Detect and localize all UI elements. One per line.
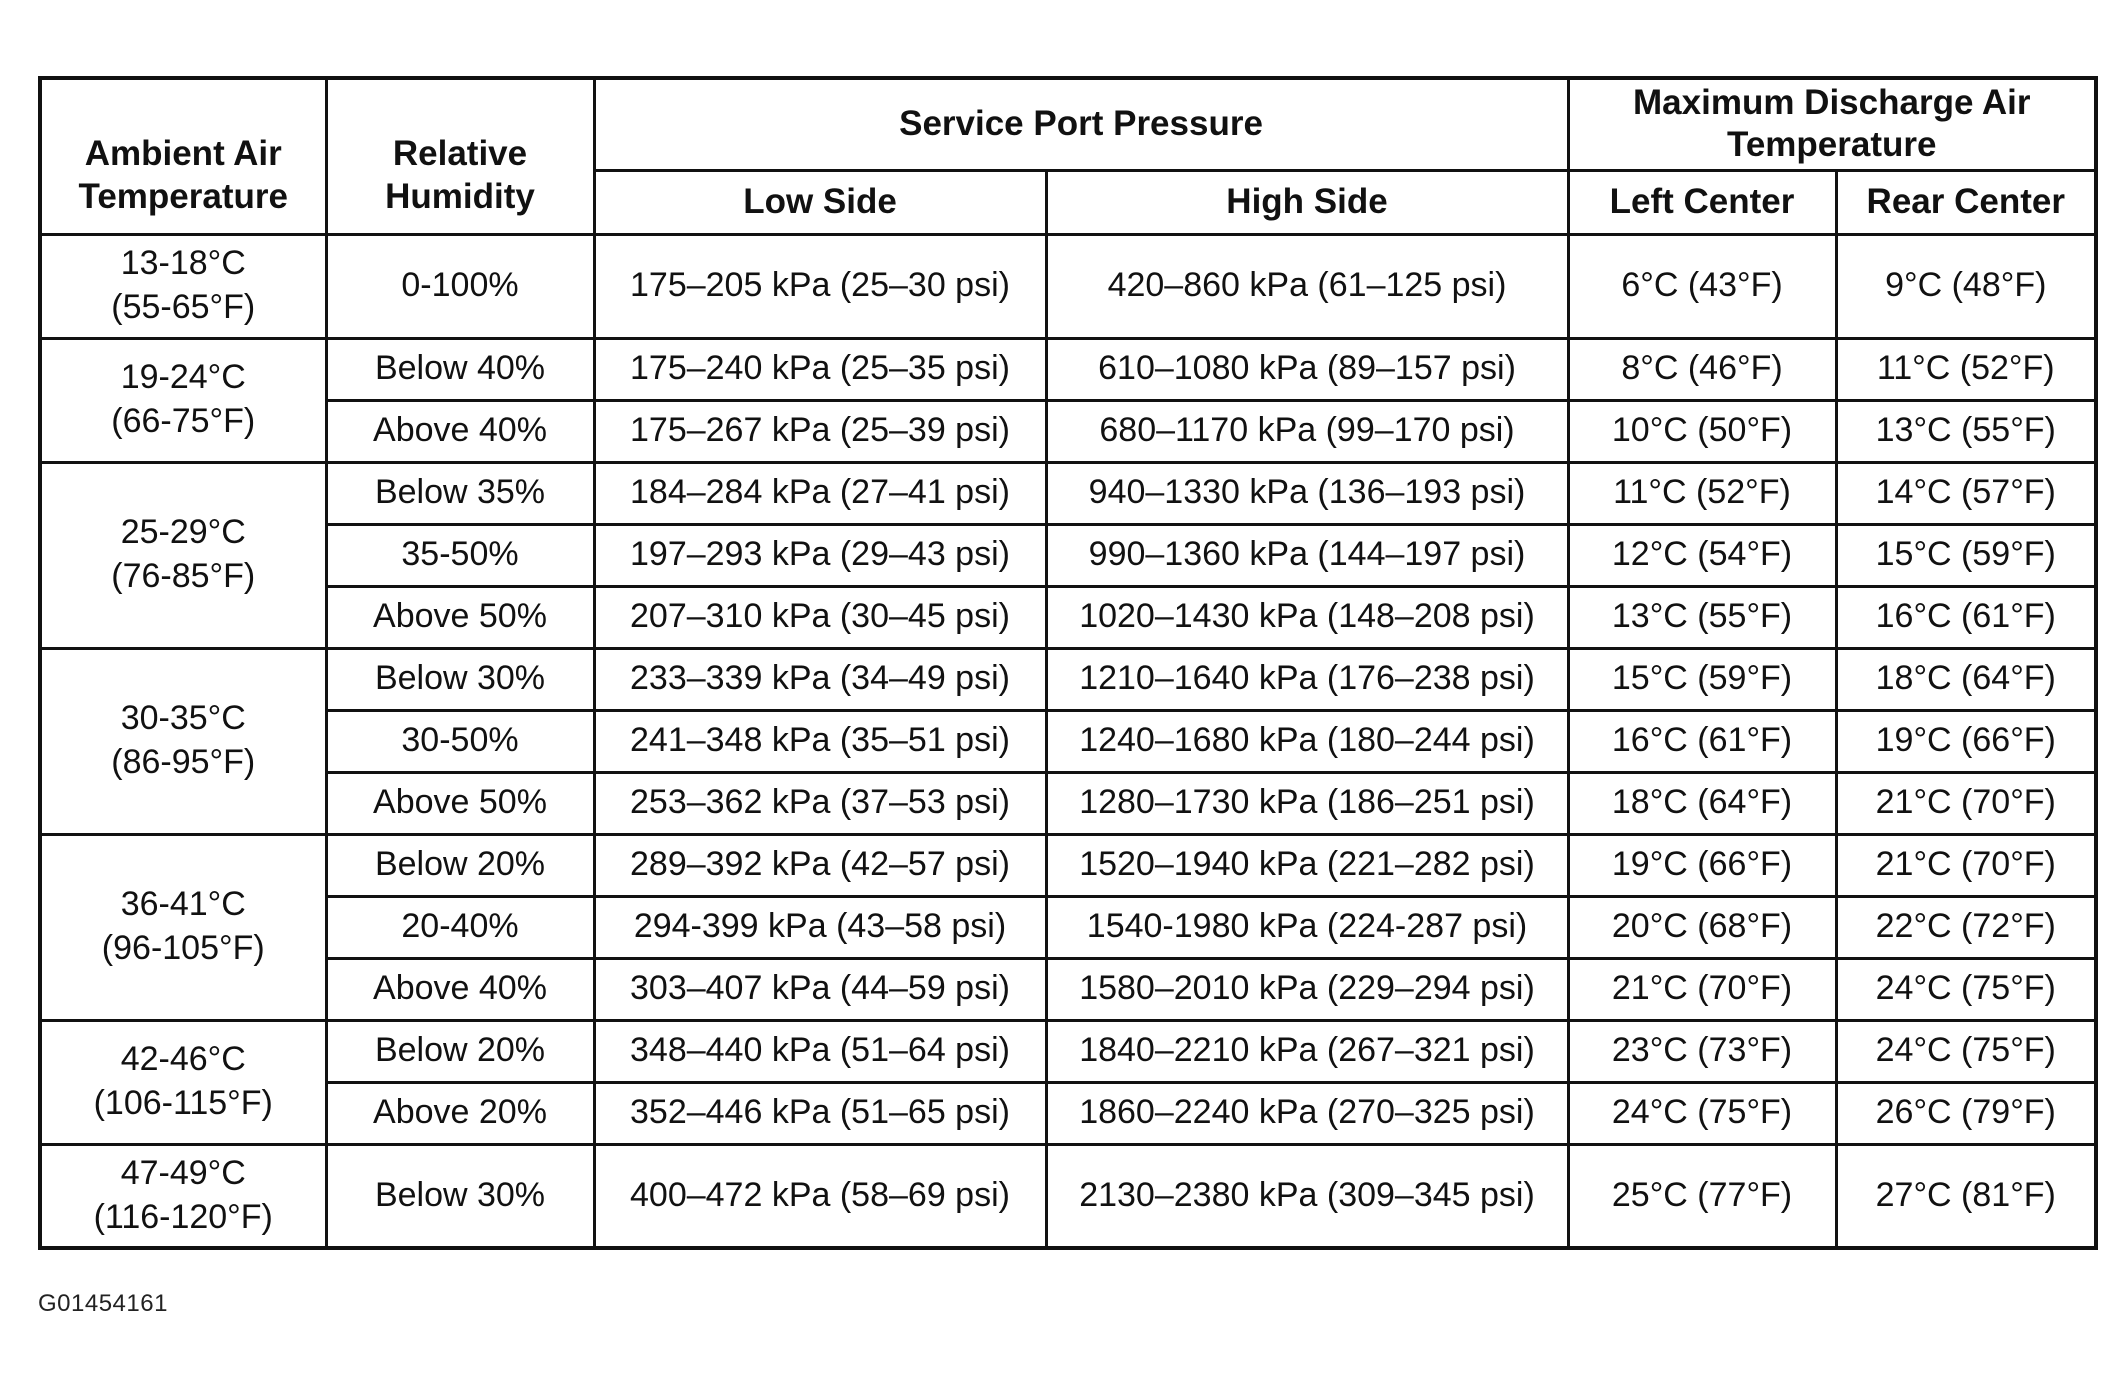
- table-body: [40, 234, 2096, 1248]
- header-service-port-pressure: Service Port Pressure: [594, 78, 1568, 170]
- left-center-temp-cell: 6°C (43°F): [1568, 234, 1836, 338]
- table-row: [40, 234, 2096, 338]
- left-center-temp-cell: 10°C (50°F): [1568, 400, 1836, 462]
- pressure-temperature-table: [38, 76, 2098, 1250]
- header-low-side: Low Side: [594, 170, 1046, 234]
- table-row: [40, 338, 2096, 400]
- humidity-cell: Above 50%: [326, 772, 594, 834]
- humidity-cell: Above 40%: [326, 400, 594, 462]
- humidity-cell: Below 40%: [326, 338, 594, 400]
- table-row: [40, 400, 2096, 462]
- ambient-temperature-cell: [40, 462, 326, 648]
- ambient-celsius: 47-49°C: [120, 1154, 246, 1193]
- low-side-pressure-cell: 184–284 kPa (27–41 psi): [594, 462, 1046, 524]
- ambient-celsius: 25-29°C: [120, 513, 246, 552]
- left-center-temp-cell: 12°C (54°F): [1568, 524, 1836, 586]
- left-center-temp-cell: 23°C (73°F): [1568, 1020, 1836, 1082]
- low-side-pressure-cell: 175–240 kPa (25–35 psi): [594, 338, 1046, 400]
- left-center-temp-cell: 21°C (70°F): [1568, 958, 1836, 1020]
- low-side-pressure-cell: 207–310 kPa (30–45 psi): [594, 586, 1046, 648]
- left-center-temp-cell: 20°C (68°F): [1568, 896, 1836, 958]
- ambient-fahrenheit: (96-105°F): [101, 929, 265, 967]
- ambient-celsius: 36-41°C: [120, 885, 246, 924]
- table-row: [40, 1020, 2096, 1082]
- header-high-side: High Side: [1046, 170, 1568, 234]
- high-side-pressure-cell: 1240–1680 kPa (180–244 psi): [1046, 710, 1568, 772]
- left-center-temp-cell: 11°C (52°F): [1568, 462, 1836, 524]
- rear-center-temp-cell: 15°C (59°F): [1836, 524, 2096, 586]
- low-side-pressure-cell: 303–407 kPa (44–59 psi): [594, 958, 1046, 1020]
- ambient-fahrenheit: (55-65°F): [111, 288, 256, 326]
- table-row: [40, 710, 2096, 772]
- rear-center-temp-cell: 24°C (75°F): [1836, 1020, 2096, 1082]
- table-row: [40, 524, 2096, 586]
- table-row: [40, 896, 2096, 958]
- ambient-fahrenheit: (86-95°F): [111, 743, 256, 781]
- low-side-pressure-cell: 400–472 kPa (58–69 psi): [594, 1144, 1046, 1248]
- rear-center-temp-cell: 9°C (48°F): [1836, 234, 2096, 338]
- table-row: [40, 1144, 2096, 1248]
- high-side-pressure-cell: 1860–2240 kPa (270–325 psi): [1046, 1082, 1568, 1144]
- high-side-pressure-cell: 1580–2010 kPa (229–294 psi): [1046, 958, 1568, 1020]
- high-side-pressure-cell: 1020–1430 kPa (148–208 psi): [1046, 586, 1568, 648]
- rear-center-temp-cell: 18°C (64°F): [1836, 648, 2096, 710]
- ambient-fahrenheit: (66-75°F): [111, 402, 256, 440]
- rear-center-temp-cell: 27°C (81°F): [1836, 1144, 2096, 1248]
- humidity-cell: 0-100%: [326, 234, 594, 338]
- left-center-temp-cell: 24°C (75°F): [1568, 1082, 1836, 1144]
- rear-center-temp-cell: 21°C (70°F): [1836, 834, 2096, 896]
- humidity-cell: Below 20%: [326, 1020, 594, 1082]
- left-center-temp-cell: 13°C (55°F): [1568, 586, 1836, 648]
- humidity-cell: Below 35%: [326, 462, 594, 524]
- table-row: [40, 834, 2096, 896]
- humidity-cell: Above 40%: [326, 958, 594, 1020]
- high-side-pressure-cell: 1520–1940 kPa (221–282 psi): [1046, 834, 1568, 896]
- low-side-pressure-cell: 253–362 kPa (37–53 psi): [594, 772, 1046, 834]
- high-side-pressure-cell: 940–1330 kPa (136–193 psi): [1046, 462, 1568, 524]
- rear-center-temp-cell: 21°C (70°F): [1836, 772, 2096, 834]
- table-row: [40, 1082, 2096, 1144]
- left-center-temp-cell: 16°C (61°F): [1568, 710, 1836, 772]
- low-side-pressure-cell: 294-399 kPa (43–58 psi): [594, 896, 1046, 958]
- low-side-pressure-cell: 352–446 kPa (51–65 psi): [594, 1082, 1046, 1144]
- rear-center-temp-cell: 14°C (57°F): [1836, 462, 2096, 524]
- low-side-pressure-cell: 197–293 kPa (29–43 psi): [594, 524, 1046, 586]
- low-side-pressure-cell: 233–339 kPa (34–49 psi): [594, 648, 1046, 710]
- ambient-temperature-cell: [40, 234, 326, 338]
- header-rear-center: Rear Center: [1836, 170, 2096, 234]
- ambient-celsius: 42-46°C: [120, 1040, 246, 1079]
- table-row: [40, 772, 2096, 834]
- table-row: [40, 648, 2096, 710]
- header-left-center: Left Center: [1568, 170, 1836, 234]
- low-side-pressure-cell: 175–205 kPa (25–30 psi): [594, 234, 1046, 338]
- high-side-pressure-cell: 1210–1640 kPa (176–238 psi): [1046, 648, 1568, 710]
- ambient-fahrenheit: (116-120°F): [93, 1197, 273, 1236]
- ambient-celsius: 19-24°C: [120, 358, 246, 397]
- high-side-pressure-cell: 1540-1980 kPa (224-287 psi): [1046, 896, 1568, 958]
- ambient-temperature-cell: [40, 648, 326, 834]
- rear-center-temp-cell: 24°C (75°F): [1836, 958, 2096, 1020]
- high-side-pressure-cell: 1840–2210 kPa (267–321 psi): [1046, 1020, 1568, 1082]
- high-side-pressure-cell: 990–1360 kPa (144–197 psi): [1046, 524, 1568, 586]
- high-side-pressure-cell: 2130–2380 kPa (309–345 psi): [1046, 1144, 1568, 1248]
- humidity-cell: 35-50%: [326, 524, 594, 586]
- low-side-pressure-cell: 348–440 kPa (51–64 psi): [594, 1020, 1046, 1082]
- ambient-temperature-cell: [40, 1144, 326, 1248]
- low-side-pressure-cell: 175–267 kPa (25–39 psi): [594, 400, 1046, 462]
- left-center-temp-cell: 18°C (64°F): [1568, 772, 1836, 834]
- humidity-cell: 30-50%: [326, 710, 594, 772]
- humidity-cell: 20-40%: [326, 896, 594, 958]
- humidity-cell: Above 20%: [326, 1082, 594, 1144]
- ambient-temperature-cell: [40, 1020, 326, 1144]
- humidity-cell: Above 50%: [326, 586, 594, 648]
- high-side-pressure-cell: 680–1170 kPa (99–170 psi): [1046, 400, 1568, 462]
- rear-center-temp-cell: 26°C (79°F): [1836, 1082, 2096, 1144]
- ambient-temperature-cell: [40, 834, 326, 1020]
- rear-center-temp-cell: 19°C (66°F): [1836, 710, 2096, 772]
- high-side-pressure-cell: 420–860 kPa (61–125 psi): [1046, 234, 1568, 338]
- rear-center-temp-cell: 16°C (61°F): [1836, 586, 2096, 648]
- ambient-temperature-cell: [40, 338, 326, 462]
- table-row: [40, 958, 2096, 1020]
- left-center-temp-cell: 25°C (77°F): [1568, 1144, 1836, 1248]
- header-ambient-air-temperature: Ambient Air Temperature: [40, 78, 326, 234]
- left-center-temp-cell: 15°C (59°F): [1568, 648, 1836, 710]
- low-side-pressure-cell: 289–392 kPa (42–57 psi): [594, 834, 1046, 896]
- humidity-cell: Below 30%: [326, 1144, 594, 1248]
- header-maximum-discharge-air-temperature: Maximum Discharge Air Temperature: [1568, 78, 2096, 170]
- rear-center-temp-cell: 13°C (55°F): [1836, 400, 2096, 462]
- table-row: [40, 586, 2096, 648]
- rear-center-temp-cell: 11°C (52°F): [1836, 338, 2096, 400]
- ambient-celsius: 30-35°C: [120, 699, 246, 738]
- table-row: [40, 462, 2096, 524]
- rear-center-temp-cell: 22°C (72°F): [1836, 896, 2096, 958]
- ambient-fahrenheit: (106-115°F): [93, 1084, 273, 1122]
- high-side-pressure-cell: 610–1080 kPa (89–157 psi): [1046, 338, 1568, 400]
- ambient-celsius: 13-18°C: [120, 244, 246, 283]
- humidity-cell: Below 20%: [326, 834, 594, 896]
- ambient-fahrenheit: (76-85°F): [111, 557, 256, 595]
- humidity-cell: Below 30%: [326, 648, 594, 710]
- header-relative-humidity: Relative Humidity: [326, 78, 594, 234]
- low-side-pressure-cell: 241–348 kPa (35–51 psi): [594, 710, 1046, 772]
- figure-id: G01454161: [38, 1290, 168, 1317]
- high-side-pressure-cell: 1280–1730 kPa (186–251 psi): [1046, 772, 1568, 834]
- left-center-temp-cell: 8°C (46°F): [1568, 338, 1836, 400]
- left-center-temp-cell: 19°C (66°F): [1568, 834, 1836, 896]
